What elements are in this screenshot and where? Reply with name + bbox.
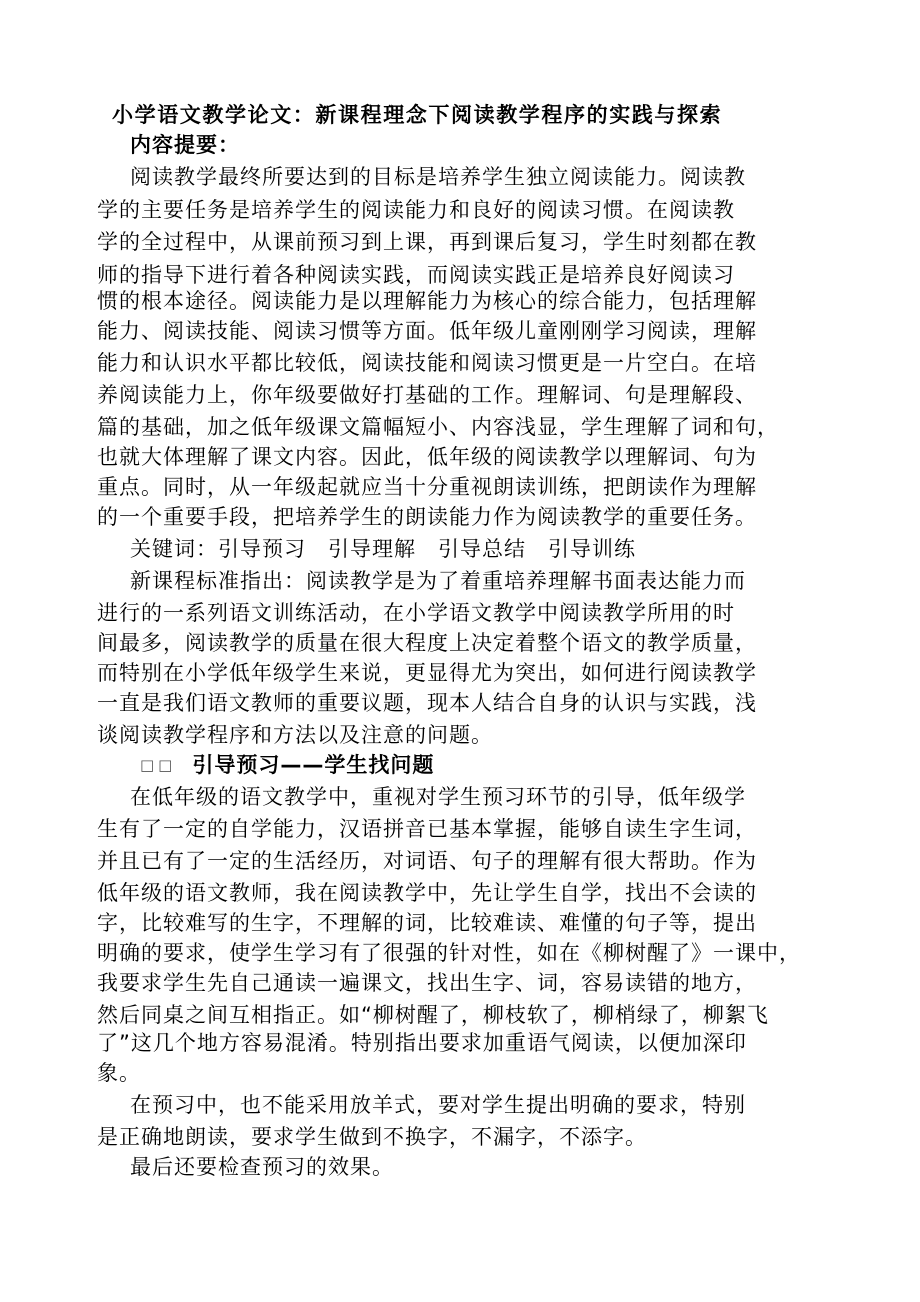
- abstract-line: 师的指导下进行着各种阅读实践，而阅读实践正是培养良好阅读习: [97, 263, 735, 287]
- abstract-line: 养阅读能力上，你年级要做好打基础的工作。理解词、句是理解段、: [97, 383, 757, 407]
- abstract-line: 能力、阅读技能、阅读习惯等方面。低年级儿童刚刚学习阅读，理解: [97, 319, 757, 343]
- abstract-heading: 内容提要：: [130, 133, 240, 157]
- abstract-line: 能力和认识水平都比较低，阅读技能和阅读习惯更是一片空白。在培: [97, 351, 757, 375]
- body-line: 生有了一定的自学能力，汉语拼音已基本掌握，能够自读生字生词，: [97, 817, 757, 841]
- body-line: 象。: [97, 1061, 141, 1085]
- abstract-line: 篇的基础，加之低年级课文篇幅短小、内容浅显，学生理解了词和句，: [97, 415, 779, 439]
- abstract-line: 学的全过程中，从课前预习到上课，再到课后复习，学生时刻都在教: [97, 230, 757, 254]
- keywords-line: 关键词：引导预习 引导理解 引导总结 引导训练: [130, 537, 636, 561]
- intro-line: 进行的一系列语文训练活动，在小学语文教学中阅读教学所用的时: [97, 601, 735, 625]
- intro-line: 一直是我们语文教师的重要议题，现本人结合自身的认识与实践，浅: [97, 691, 757, 715]
- body-line: 是正确地朗读，要求学生做到不换字，不漏字，不添字。: [97, 1125, 647, 1149]
- body-line: 并且已有了一定的生活经历，对词语、句子的理解有很大帮助。作为: [97, 849, 757, 873]
- body-line: 我要求学生先自己通读一遍课文，找出生字、词，容易读错的地方，: [97, 971, 757, 995]
- body-line: 然后同桌之间互相指正。如“柳树醒了，柳枝软了，柳梢绿了，柳絮飞: [97, 1003, 769, 1027]
- section-marker: □□: [140, 756, 177, 774]
- abstract-line: 惯的根本途径。阅读能力是以理解能力为核心的综合能力，包括理解: [97, 289, 757, 313]
- intro-line: 间最多，阅读教学的质量在很大程度上决定着整个语文的教学质量，: [97, 631, 757, 655]
- abstract-line: 的一个重要手段，把培养学生的朗读能力作为阅读教学的重要任务。: [97, 505, 757, 529]
- body-line: 在低年级的语文教学中，重视对学生预习环节的引导，低年级学: [130, 785, 746, 809]
- intro-line: 谈阅读教学程序和方法以及注意的问题。: [97, 723, 493, 747]
- body-line: 低年级的语文教师，我在阅读教学中，先让学生自学，找出不会读的: [97, 881, 757, 905]
- body-line: 明确的要求，使学生学习有了很强的针对性，如在《柳树醒了》一课中，: [97, 941, 801, 965]
- section-heading: [140, 750, 434, 780]
- body-line: 在预习中，也不能采用放羊式，要对学生提出明确的要求，特别: [130, 1093, 746, 1117]
- section-heading-text: 引导预习——学生找问题: [192, 753, 435, 777]
- body-line: 字，比较难写的生字，不理解的词，比较难读、难懂的句子等，提出: [97, 911, 757, 935]
- abstract-line: 学的主要任务是培养学生的阅读能力和良好的阅读习惯。在阅读教: [97, 198, 735, 222]
- intro-line: 而特别在小学低年级学生来说，更显得尤为突出，如何进行阅读教学: [97, 661, 757, 685]
- intro-line: 新课程标准指出：阅读教学是为了着重培养理解书面表达能力而: [130, 569, 746, 593]
- abstract-line: 重点。同时，从一年级起就应当十分重视朗读训练，把朗读作为理解: [97, 475, 757, 499]
- abstract-line: 阅读教学最终所要达到的目标是培养学生独立阅读能力。阅读教: [130, 165, 746, 189]
- body-line: 最后还要检查预习的效果。: [130, 1155, 394, 1179]
- abstract-line: 也就大体理解了课文内容。因此，低年级的阅读教学以理解词、句为: [97, 445, 757, 469]
- document-title: 小学语文教学论文：新课程理念下阅读教学程序的实践与探索: [112, 103, 723, 127]
- body-line: 了”这几个地方容易混淆。特别指出要求加重语气阅读，以便加深印: [97, 1031, 747, 1055]
